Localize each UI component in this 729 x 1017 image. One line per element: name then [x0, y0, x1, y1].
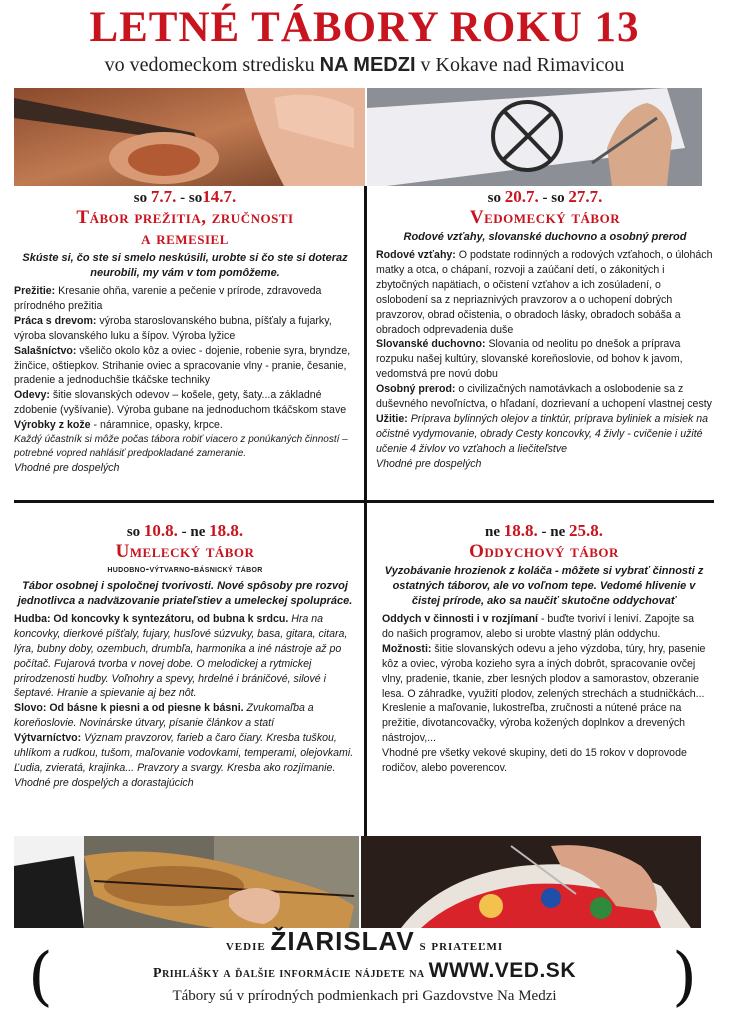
footer-location-note: Tábory sú v prírodných podmienkach pri Gazdovstve Na Medzi	[172, 988, 557, 1004]
camp-4-paragraph	[382, 642, 706, 746]
camp-4-paragraph	[382, 612, 706, 642]
camp-3-paragraph	[14, 701, 356, 731]
camp-3-intro: Tábor osobnej i spoločnej tvorivosti. Nové spôsoby pre rozvoj jednotlivca a nadväzovanie priateľstiev a umeleckej spolupráce.	[17, 579, 353, 607]
label: Osobný prerod:	[376, 383, 456, 396]
camp-1-audience: Vhodné pre dospelých	[14, 462, 120, 475]
camp-1-paragraph	[14, 418, 356, 433]
camp-4-intro: Vyzobávanie hrozienok z koláča - môžete si vybrať činnosti z ostatných táborov, ale vo voľnom tepe. Vedomé hlivenie v čistej prírode, ako sa naučiť skutočne oddychovať	[384, 565, 704, 607]
date-start: 10.8.	[143, 521, 178, 540]
date-mid: - ne	[177, 524, 210, 540]
label: Výrobky z kože	[14, 419, 91, 432]
camp-1-note: Každý účastník si môže počas tábora robiť viacero z ponúkaných činností – potrebné vopred nahlásiť predpokladané zameranie.	[14, 434, 348, 460]
date-pre: so	[133, 190, 151, 206]
text: všeličo okolo kôz a oviec - dojenie, robenie syra, bryndze, žinčice, oštiepkov. Strihanie oviec a spracovanie vlny - pranie, česanie, pradenie a jednoduchšie tkáčske techniky	[14, 344, 351, 387]
camp-4-date	[382, 522, 706, 541]
footer-registration	[0, 959, 729, 986]
camp-3-title: Umelecký tábor	[115, 541, 255, 562]
label: Odevy:	[14, 389, 50, 402]
camp-2-paragraph	[376, 382, 714, 412]
subtitle-post: v Kokave nad Rimavicou	[420, 54, 625, 76]
camp-2-title: Vedomecký tábor	[469, 207, 621, 228]
bracket-left: (	[28, 940, 53, 1014]
date-end: 18.8.	[209, 521, 244, 540]
text: O podstate rodinných a rodových vzťahoch, o úlohách matky a otca, o chápaní, rozvoji a zaúčaní detí, o zákonitých i zbytočných napätiach, o očistení vzťahov a ich zosúladení, o oslobodení sa z nepriaznivých pravzorov a o uchopení dobrých pravzorov, obrad očistenia, o obradoch lásky, obradoch sobáša a obradoch odprevadenia duše	[376, 249, 713, 336]
text: Kresanie ohňa, varenie a pečenie v prírode, zdravoveda prírodného prežitia	[14, 285, 322, 312]
divider-vertical	[364, 186, 367, 836]
text: - buďte tvoriví i leniví. Zapojte sa do našich programov, alebo si urobte vlastný plán oddychu.	[382, 613, 695, 640]
leader-post: s priateľmi	[414, 938, 504, 954]
label: Prežitie:	[14, 285, 56, 297]
camp-3-subtitle: hudobno-výtvarno-básnický tábor	[107, 563, 263, 575]
text: Význam pravzorov, farieb a čaro čiary. Kresba tuškou, uhlíkom a rudkou, tušom, maľovanie vodovkami, temperami, olejovkami. Ľudia, zvieratá, krajinka... Pravzory a svargy. Kresba ako rozjímanie.	[14, 732, 354, 774]
text: šitie slovanských odevu a jeho výzdoba, túry, hry, pasenie kôz a oviec, výroba kozieho syra a iných dobrôt, spracovanie ovčej vlny, pradenie, tkanie, zber lesných plodov a samorastov, obzeranie lesa. O záhradke, využití plodov, zelených strechách a studničkách... Kreslenie a maľovanie, lukostreľba, zručnosti a nútené práce na prežitie, divotancovačky, výroba kožených doplnkov a drevených nástrojov,...	[382, 642, 706, 745]
camp-1-title: Tábor prežitia, zručnosti	[76, 207, 294, 228]
date-start: 18.8.	[503, 521, 538, 540]
label: Oddych v činnosti i v rozjímaní	[382, 613, 538, 625]
text: Zvukomaľba a koreňoslovie. Novinárske útvary, písanie článkov a statí	[14, 702, 314, 730]
date-pre: so	[487, 190, 505, 206]
camp-1-paragraph	[14, 284, 356, 314]
label: Slovo: Od básne k piesni a od piesne k básni.	[14, 702, 244, 715]
camp-4-title: Oddychový tábor	[469, 541, 619, 562]
camp-2-paragraph	[376, 337, 714, 382]
camp-3-paragraph	[14, 731, 356, 776]
date-start: 20.7.	[504, 187, 539, 206]
camp-3-audience: Vhodné pre dospelých a dorastajúcich	[14, 776, 194, 789]
photo-embroidery	[361, 836, 701, 928]
photo-wood-carving	[14, 88, 365, 186]
footer	[0, 928, 729, 1017]
label: Práca s drevom:	[14, 314, 97, 327]
camp-2-intro: Rodové vzťahy, slovanské duchovno a osobný prerod	[403, 231, 687, 243]
date-pre: ne	[485, 524, 504, 540]
registration-text: Prihlášky a ďalšie informácie nájdete na	[153, 966, 429, 981]
camp-2	[376, 188, 714, 472]
camp-1-title-2: a remesiel	[141, 228, 229, 249]
camp-1-paragraph	[14, 344, 356, 389]
text: Príprava bylinných olejov a tinktúr, príprava byliniek a misiek na očistné vydymovanie, obrady Cesty koncovky, 4 živly - cvičenie i užité učenie 4 živlov vo vzťahoch a liečiteľstve	[376, 412, 709, 455]
camp-2-paragraph	[376, 248, 714, 337]
camp-1-paragraph	[14, 388, 356, 418]
footer-leader	[0, 928, 729, 959]
subtitle-bold: NA MEDZI	[319, 54, 416, 76]
camp-4	[382, 522, 706, 776]
bracket-right: )	[672, 940, 697, 1014]
page-title: LETNÉ TÁBORY ROKU 13	[89, 4, 640, 51]
date-start: 7.7.	[150, 187, 177, 206]
camp-1-intro: Skúste si, čo ste si smelo neskúsili, urobte si čo ste si doteraz neurobili, my vám v tom pomôžeme.	[22, 252, 348, 279]
text: o civilizačných namotávkach a oslobodenie sa z duševného nevoľníctva, o hľadaní, dozrievaní a uchopení vlastnej cesty	[376, 383, 712, 411]
date-end: 27.7.	[568, 187, 603, 206]
date-mid: - ne	[537, 524, 569, 540]
text: Slovania od neolitu po dnešok a príprava rozpuku našej kultúry, slovanské koreňoslovie, od bohov k javom, vedomstvá pre novú dobu	[376, 338, 683, 381]
date-mid: - so	[176, 190, 203, 206]
label: Možnosti:	[382, 642, 432, 655]
camp-2-paragraph	[376, 412, 714, 457]
camp-3	[14, 522, 356, 791]
text: šitie slovanských odevov – košele, gety, šaty...a základné zdobenie (vyšívanie). Výroba gubane na jednoduchom tkáčskom stave	[14, 389, 347, 417]
date-end: 14.7.	[202, 187, 237, 206]
date-mid: - so	[538, 190, 569, 206]
label: Slovanské duchovno:	[376, 338, 486, 351]
leader-name: ŽIARISLAV	[270, 926, 415, 956]
camp-2-date	[376, 188, 714, 207]
label: Užitie:	[376, 412, 408, 425]
text: - náramnice, opasky, krpce.	[90, 419, 223, 432]
subtitle-pre: vo vedomeckom stredisku	[104, 54, 315, 76]
leader-pre: vedie	[225, 938, 271, 954]
header	[0, 0, 729, 86]
text: výroba staroslovanského bubna, píšťaly a fujarky, výroba slovanského luku a šípov. Výroba lyžice	[14, 314, 332, 342]
camp-1-paragraph	[14, 314, 356, 344]
subtitle	[0, 52, 729, 78]
camp-1	[14, 188, 356, 476]
text: Hra na koncovky, dierkové píšťaly, fujary, husľové súzvuky, basa, gitara, citara, lýra, bubny doby, ozembuch, drumbľa, harmonika a iné nástroje až po počítač. Fujarová tvorba v novej dobe. O melodickej a rytmickej prirodzenosti hudby. Voľnohry a spevy, hrdelné i bráničové, silové i šeptavé. Hranie a spievanie aj bez nôt.	[14, 612, 348, 700]
photo-musical-instrument	[14, 836, 359, 928]
camp-1-date	[14, 188, 356, 207]
camp-3-date	[14, 522, 356, 541]
date-pre: so	[126, 524, 144, 540]
camp-2-audience: Vhodné pre dospelých	[376, 457, 482, 470]
website-link[interactable]: WWW.VED.SK	[428, 959, 576, 982]
label: Výtvarníctvo:	[14, 732, 82, 745]
photo-drawing-symbol	[367, 88, 702, 186]
label: Rodové vzťahy:	[376, 249, 456, 261]
camp-4-audience: Vhodné pre všetky vekové skupiny, deti do 15 rokov v doprovode rodičov, alebo poverencov.	[382, 747, 687, 775]
label: Salašníctvo:	[14, 344, 77, 357]
camp-3-paragraph	[14, 612, 356, 701]
label: Hudba: Od koncovky k syntezátoru, od bubna k srdcu.	[14, 612, 289, 625]
divider-horizontal	[14, 500, 714, 503]
date-end: 25.8.	[569, 521, 603, 540]
